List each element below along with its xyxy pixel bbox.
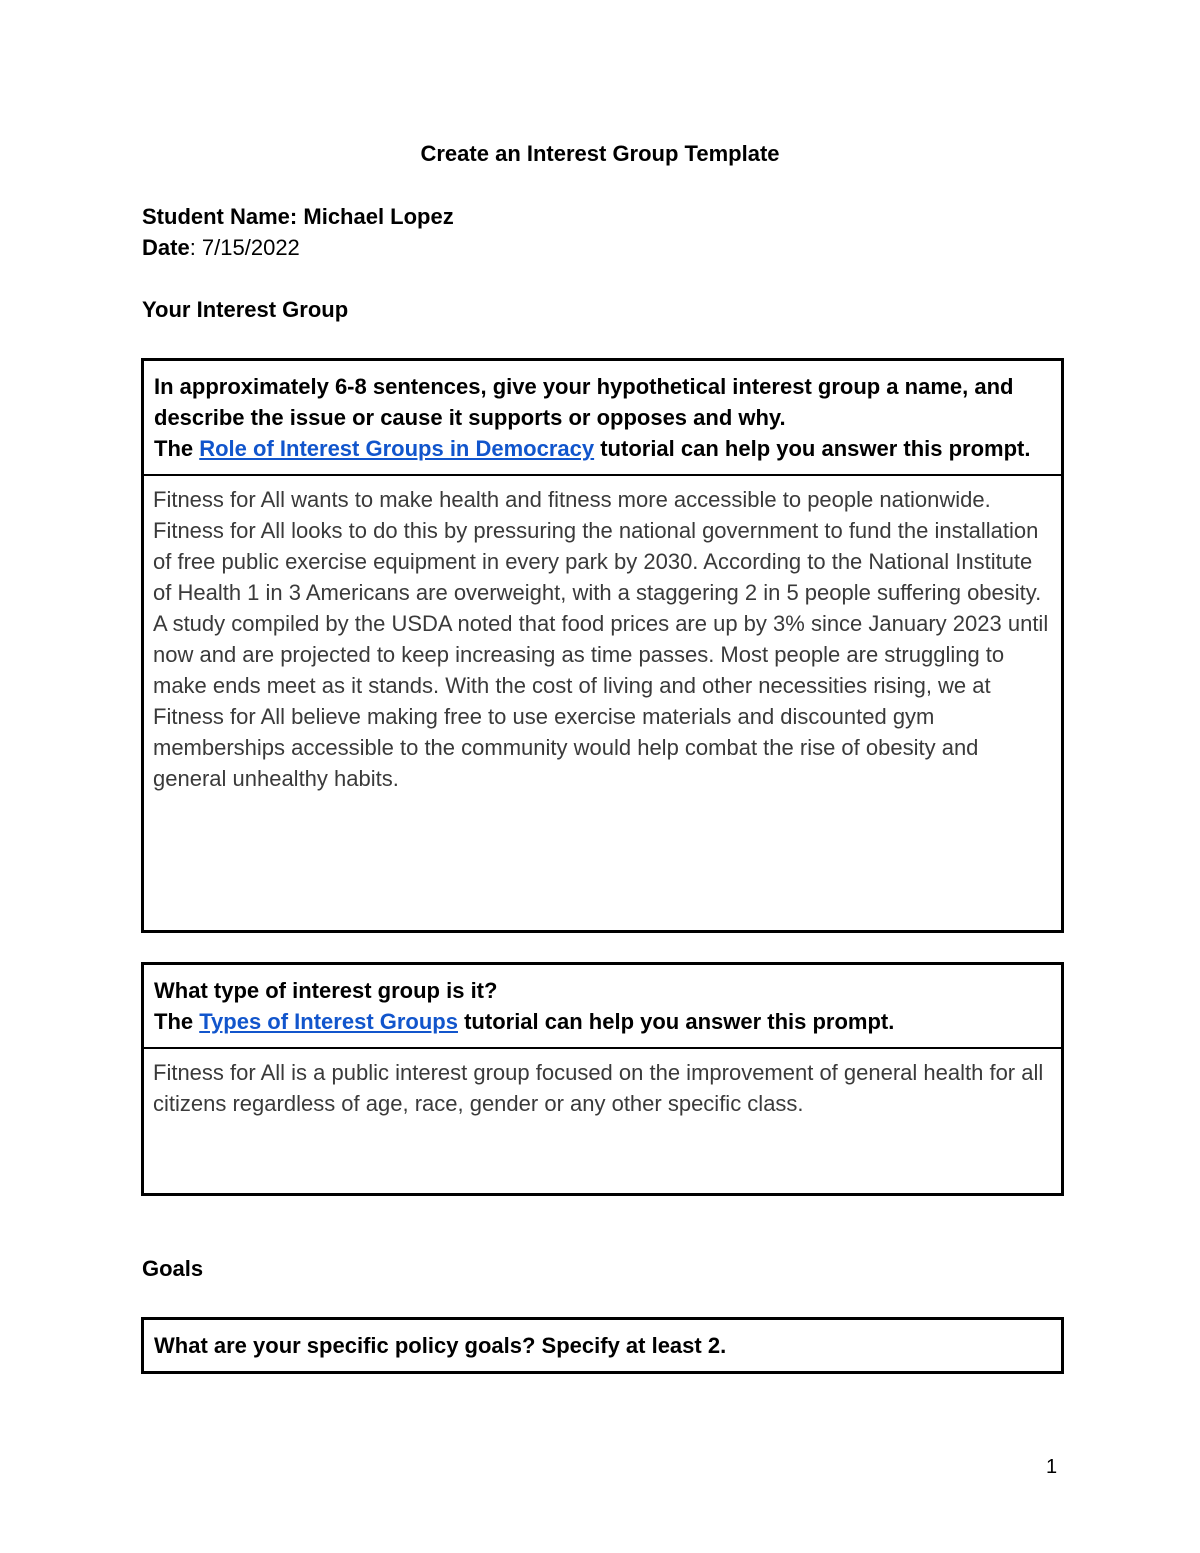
- type-prompt-suffix: tutorial can help you answer this prompt.: [457, 1009, 895, 1034]
- interest-group-description-box: [141, 358, 1064, 933]
- interest-group-type-box: [141, 962, 1064, 1196]
- policy-goals-box: [141, 1317, 1064, 1374]
- student-name-value: Michael Lopez: [303, 204, 454, 229]
- page-title: Create an Interest Group Template: [420, 141, 780, 166]
- role-of-interest-groups-link[interactable]: Role of Interest Groups in Democracy: [199, 436, 595, 461]
- policy-goals-prompt: What are your specific policy goals? Specify at least 2.: [154, 1333, 727, 1358]
- interest-group-heading: Your Interest Group: [142, 297, 349, 322]
- date-label: Date: [142, 235, 190, 260]
- type-answer[interactable]: Fitness for All is a public interest group focused on the improvement of general health for all citizens regardless of age, race, gender or any other specific class.: [153, 1060, 1044, 1116]
- type-prompt-text: What type of interest group is it?: [154, 978, 498, 1003]
- page-number: 1: [1046, 1456, 1058, 1478]
- interest-group-answer[interactable]: Fitness for All wants to make health and fitness more accessible to people nationwide. Fitness for All looks to do this by pressuring the national government to fund the installation of free public exercise equipment in every park by 2030. According to the National Institute of Health 1 in 3 Americans are overweight, with a staggering 2 in 5 people suffering obesity. A study compiled by the USDA noted that food prices are up by 3% since January 2023 until now and are projected to keep increasing as time passes. Most people are struggling to make ends meet as it stands. With the cost of living and other necessities rising, we at Fitness for All believe making free to use exercise materials and discounted gym memberships accessible to the community would help combat the rise of obesity and general unhealthy habits.: [153, 487, 1049, 791]
- interest-group-prompt: [144, 361, 1061, 476]
- goals-heading: Goals: [142, 1256, 204, 1281]
- prompt-text: In approximately 6-8 sentences, give your hypothetical interest group a name, and describe the issue or cause it supports or opposes and why.: [154, 374, 1014, 430]
- type-prompt-prefix: The: [154, 1009, 200, 1034]
- prompt-prefix: The: [154, 436, 200, 461]
- prompt-suffix: tutorial can help you answer this prompt.: [594, 436, 1031, 461]
- student-name-line: [142, 204, 454, 230]
- types-of-interest-groups-link[interactable]: Types of Interest Groups: [199, 1009, 458, 1034]
- date-line: [142, 235, 300, 261]
- type-prompt: [144, 965, 1061, 1049]
- student-name-label: Student Name:: [142, 204, 298, 229]
- date-value: : 7/15/2022: [189, 235, 300, 260]
